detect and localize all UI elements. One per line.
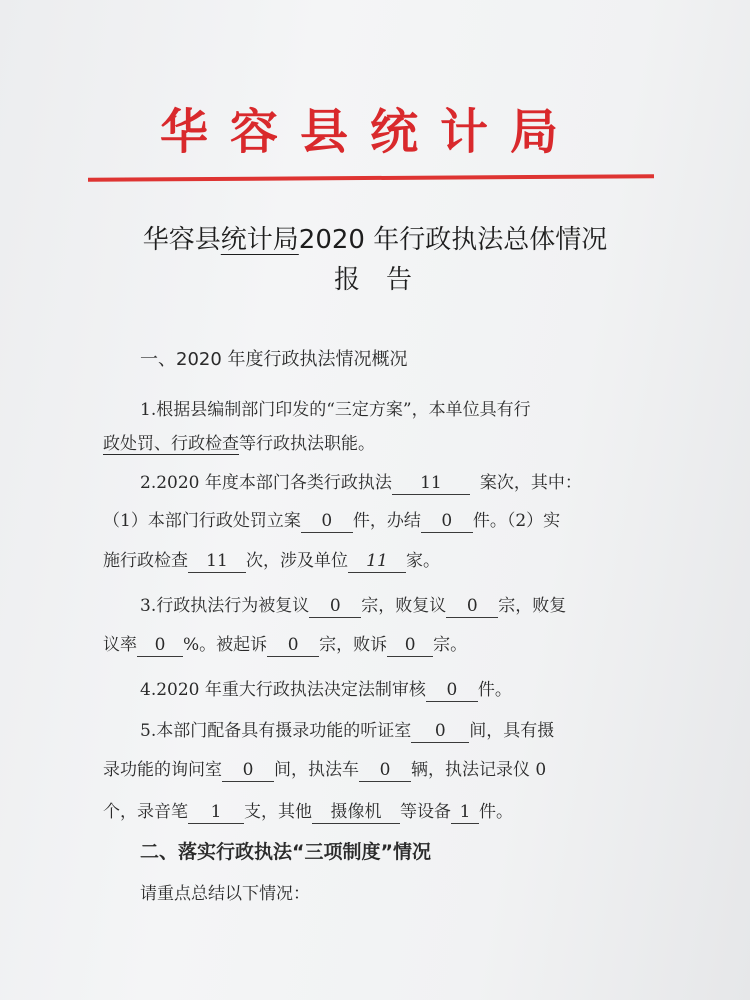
item2-line1 [140,469,700,497]
item3-text-a: 3.行政执法行为被复议 [140,596,310,616]
penalty-filed-blank: 0 [301,510,353,533]
sued-lost-blank: 0 [387,634,433,657]
item1-line2 [103,430,663,458]
vehicles-blank: 0 [359,759,411,782]
letterhead-red-rule [88,174,654,181]
hearing-rooms-blank: 0 [411,720,469,743]
item2-text-f: 施行政检查 [103,551,188,571]
item5-text-e: 辆，执法记录仪 0 [411,760,547,780]
document-title-line2: 报告 [333,265,438,295]
item1-text-b: 等行政执法职能。 [239,434,375,454]
other-device-blank: 摄像机 [312,801,400,824]
item3-text-c: 宗，败复 [498,596,567,616]
item5-line1 [140,717,700,745]
recorders-blank: 1 [188,801,244,824]
item2-line2 [103,507,663,535]
item2-text-b: 案次，其中： [479,473,582,493]
sued-blank: 0 [267,634,319,657]
title-prefix: 华容县 [142,225,221,255]
cases-blank: 11 [392,472,470,495]
item5-text-i: 件。 [479,802,513,822]
item2-text-d: 件，办结 [352,511,421,531]
item3-line2 [103,631,663,659]
item4-text-b: 件。 [477,680,512,700]
reconsider-lost-blank: 0 [446,595,498,618]
item2-text-a: 2.2020 年度本部门各类行政执法 [140,473,392,493]
item3-text-e: %。被起诉 [183,635,268,655]
title-underlined-agency: 统计局 [220,225,299,255]
item5-text-a: 5.本部门配备具有摄录功能的听证室 [140,721,412,741]
rate-blank: 0 [137,634,183,657]
item3-text-f: 宗，败诉 [319,635,388,655]
item5-text-d: 间，执法车 [274,760,359,780]
penalty-closed-blank: 0 [421,510,473,533]
item5-text-b: 间，具有摄 [469,721,555,741]
document-title [0,222,750,258]
item3-line1 [140,592,700,620]
item5-text-h: 等设备 [400,802,451,822]
other-count-blank: 1 [451,801,479,824]
reconsidered-blank: 0 [309,595,361,618]
item2-text-c: （1）本部门行政处罚立案 [103,511,301,531]
item4-line1 [140,676,700,704]
inquiry-rooms-blank: 0 [222,759,274,782]
reviews-blank: 0 [426,679,478,702]
section2-heading: 二、落实行政执法“三项制度”情况 [140,841,431,863]
item2-text-g: 次，涉及单位 [246,551,348,571]
item2-text-e: 件。（2）实 [472,511,561,531]
item3-text-d: 议率 [103,635,137,655]
item5-text-f: 个，录音笔 [103,802,188,822]
item5-line3 [103,798,663,826]
units-blank: 11 [348,550,406,573]
letterhead-agency-name: 华容县统计局 [159,104,580,160]
item2-line3 [103,547,663,575]
item4-text-a: 4.2020 年重大行政执法决定法制审核 [140,680,426,700]
inspections-blank: 11 [188,550,246,573]
item1-underlined-functions: 政处罚、行政检查 [103,434,239,454]
title-suffix: 2020 年行政执法总体情况 [298,225,608,255]
item5-text-c: 录功能的询问室 [103,760,222,780]
section2-intro: 请重点总结以下情况： [140,884,310,904]
item3-text-b: 宗，败复议 [361,596,447,616]
item2-text-h: 家。 [406,551,440,571]
item5-text-g: 支，其他 [244,802,312,822]
section1-heading: 一、2020 年度行政执法情况概况 [140,349,408,370]
item5-line2 [103,756,663,784]
item3-text-g: 宗。 [433,635,468,655]
item1-line1: 1.根据县编制部门印发的“三定方案”，本单位具有行 [140,400,531,420]
